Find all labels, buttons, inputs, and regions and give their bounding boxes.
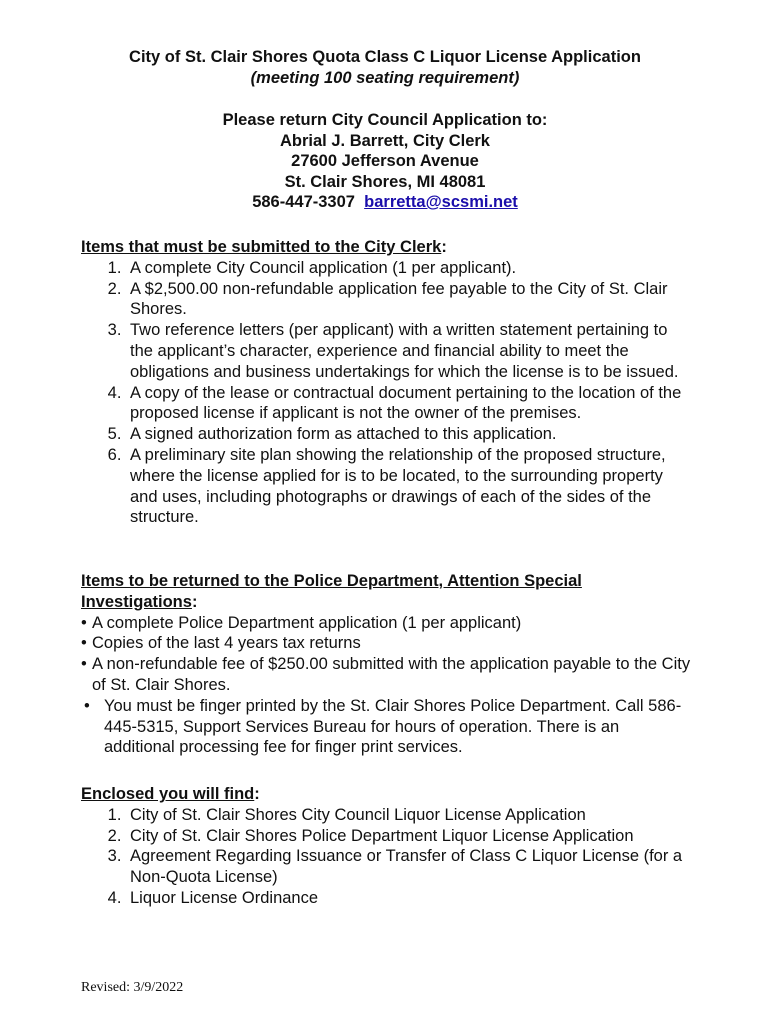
list-item: 2. City of St. Clair Shores Police Department Liquor License Application <box>126 826 693 847</box>
police-dept-items-list <box>81 613 693 759</box>
title-block <box>0 47 770 88</box>
revision-date: Revised: 3/9/2022 <box>81 980 184 995</box>
list-item: 3. Agreement Regarding Issuance or Transfer of Class C Liquor License (for a Non-Quota License) <box>126 846 693 888</box>
list-item: • Copies of the last 4 years tax returns <box>81 633 693 654</box>
return-address-block <box>0 110 770 213</box>
city-clerk-section <box>81 237 693 528</box>
clerk-city-state-zip: St. Clair Shores, MI 48081 <box>284 172 486 191</box>
contact-line <box>0 192 770 213</box>
list-item: 3. Two reference letters (per applicant) with a written statement pertaining to the applicant’s character, experience and financial ability to meet the obligations and business undertakings for which the license is to be issued. <box>126 320 693 382</box>
enclosed-section <box>81 784 693 909</box>
enclosed-items-list <box>81 805 693 909</box>
list-item: 4. Liquor License Ordinance <box>126 888 693 909</box>
police-dept-heading: Items to be returned to the Police Department, Attention Special Investigations: <box>81 572 582 611</box>
police-dept-section <box>81 571 693 758</box>
return-to-label: Please return City Council Application to: <box>222 111 548 129</box>
document-subtitle: (meeting 100 seating requirement) <box>250 68 520 87</box>
list-item: 1. City of St. Clair Shores City Council Liquor License Application <box>126 805 693 826</box>
list-item: • A complete Police Department application (1 per applicant) <box>81 613 693 634</box>
list-item: 5. A signed authorization form as attached to this application. <box>126 424 693 445</box>
list-item: • A non-refundable fee of $250.00 submitted with the application payable to the City of St. Clair Shores. <box>81 654 693 696</box>
list-item: 6. A preliminary site plan showing the relationship of the proposed structure, where the license applied for is to be located, to the surrounding property and uses, including photographs or drawings of each of the sides of the structure. <box>126 445 693 528</box>
document-title: City of St. Clair Shores Quota Class C Liquor License Application <box>129 48 641 66</box>
clerk-name: Abrial J. Barrett, City Clerk <box>280 131 490 150</box>
list-item: 2. A $2,500.00 non-refundable application fee payable to the City of St. Clair Shores. <box>126 279 693 321</box>
city-clerk-heading: Items that must be submitted to the City Clerk: <box>81 238 447 256</box>
clerk-email-link[interactable]: barretta@scsmi.net <box>364 193 518 211</box>
city-clerk-items-list <box>81 258 693 528</box>
clerk-street: 27600 Jefferson Avenue <box>291 152 479 170</box>
list-item: 1. A complete City Council application (1 per applicant). <box>126 258 693 279</box>
list-item: 4. A copy of the lease or contractual document pertaining to the location of the proposed license if applicant is not the owner of the premises. <box>126 383 693 425</box>
enclosed-heading: Enclosed you will find: <box>81 785 260 803</box>
list-item: • You must be finger printed by the St. Clair Shores Police Department. Call 586-445-5315, Support Services Bureau for hours of operation. There is an additional processing fee for finger print services. <box>81 696 693 758</box>
clerk-phone: 586-447-3307 <box>252 193 355 211</box>
